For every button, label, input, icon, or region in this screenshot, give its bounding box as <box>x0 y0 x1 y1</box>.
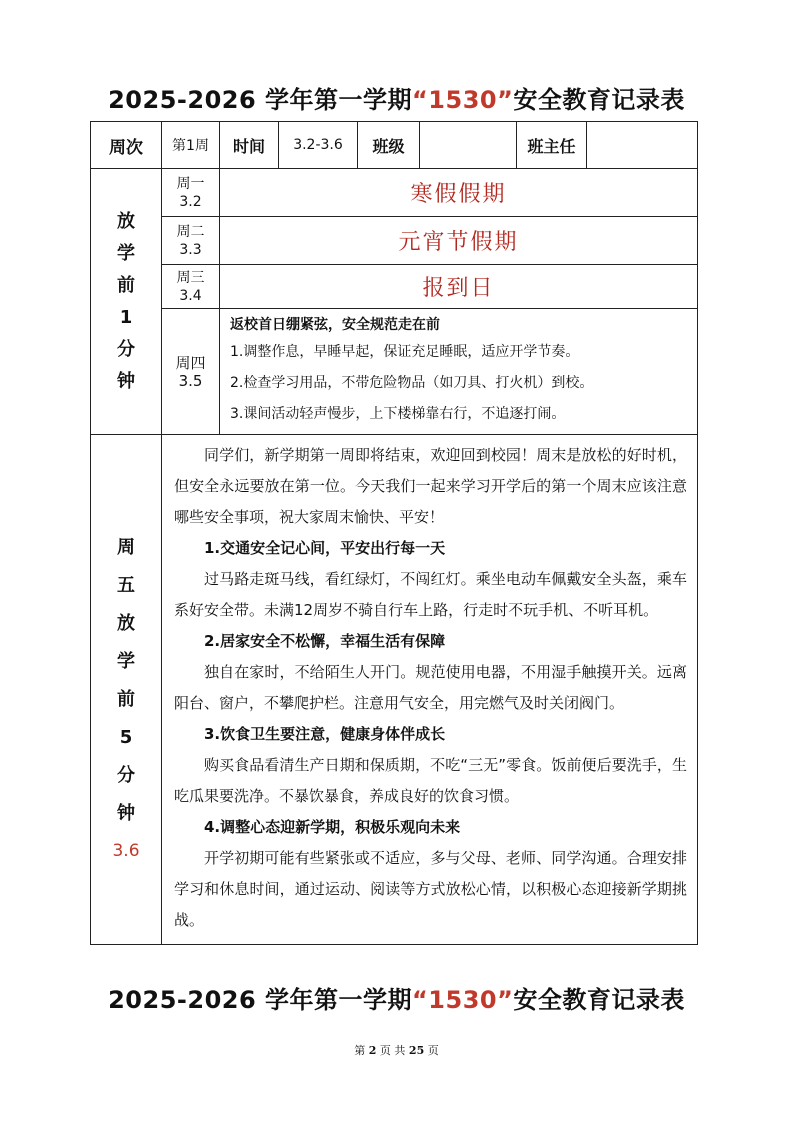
wednesday-row <box>91 265 698 309</box>
class-label: 班级 <box>358 122 420 169</box>
section-heading-3: 3.饮食卫生要注意，健康身体伴成长 <box>204 725 446 743</box>
total-pages: 25 <box>408 1044 425 1057</box>
section-heading-1: 1.交通安全记心间，平安出行每一天 <box>204 539 446 557</box>
title-quote: “1530” <box>412 86 514 114</box>
wednesday-content: 报到日 <box>220 265 698 309</box>
monday-day: 周一 3.2 <box>162 169 220 217</box>
safety-record-table <box>90 121 698 945</box>
time-value: 3.2-3.6 <box>279 122 358 169</box>
tuesday-row <box>91 217 698 265</box>
monday-content: 寒假假期 <box>220 169 698 217</box>
next-page-title: 2025-2026 学年第一学期“1530”安全教育记录表 <box>108 986 685 1014</box>
friday-content <box>162 435 698 945</box>
time-label: 时间 <box>220 122 279 169</box>
thursday-item-2: 2.检查学习用品，不带危险物品（如刀具、打火机）到校。 <box>230 375 594 391</box>
thursday-row <box>91 309 698 435</box>
section-text-3: 购买食品看清生产日期和保质期，不吃“三无”零食。饭前便后要洗手，生吃瓜果要洗净。不暴饮暴食，养成良好的饮食习惯。 <box>174 756 687 805</box>
teacher-value[interactable] <box>587 122 698 169</box>
title-tail: 安全教育记录表 <box>513 86 685 114</box>
thursday-item-3: 3.课间活动轻声慢步，上下楼梯靠右行，不追逐打闹。 <box>230 406 566 422</box>
section-heading-4: 4.调整心态迎新学期，积极乐观向未来 <box>204 818 461 836</box>
tuesday-day: 周二 3.3 <box>162 217 220 265</box>
title-year: 2025-2026 <box>108 86 257 114</box>
section-text-1: 过马路走斑马线，看红绿灯，不闯红灯。乘坐电动车佩戴安全头盔，乘车系好安全带。未满12周岁不骑自行车上路，行走时不玩手机、不听耳机。 <box>174 570 687 619</box>
friday-5min-label: 周 五 放 学 前 5 分 钟 3.6 <box>91 435 162 945</box>
section-heading-2: 2.居家安全不松懈，幸福生活有保障 <box>204 632 446 650</box>
week-value: 第1周 <box>162 122 220 169</box>
teacher-label: 班主任 <box>517 122 587 169</box>
monday-row <box>91 169 698 217</box>
section-text-4: 开学初期可能有些紧张或不适应，多与父母、老师、同学沟通。合理安排学习和休息时间，通过运动、阅读等方式放松心情，以积极心态迎接新学期挑战。 <box>174 849 687 929</box>
wednesday-day: 周三 3.4 <box>162 265 220 309</box>
page-title <box>0 80 793 115</box>
before-school-1min-label: 放 学 前 1 分 钟 <box>91 169 162 435</box>
page-footer: 第 2 页 共 25 页 <box>354 1044 439 1057</box>
title-mid: 学年第一学期 <box>256 86 413 114</box>
thursday-content <box>220 309 698 435</box>
page-number: 2 <box>368 1044 377 1057</box>
friday-intro: 同学们，新学期第一周即将结束，欢迎回到校园！周末是放松的好时机，但安全永远要放在第一位。今天我们一起来学习开学后的第一个周末应该注意哪些安全事项，祝大家周末愉快、平安！ <box>174 446 687 526</box>
section-text-2: 独自在家时，不给陌生人开门。规范使用电器，不用湿手触摸开关。远离阳台、窗户，不攀爬护栏。注意用气安全，用完燃气及时关闭阀门。 <box>174 663 687 712</box>
tuesday-content: 元宵节假期 <box>220 217 698 265</box>
thursday-title: 返校首日绷紧弦，安全规范走在前 <box>230 317 440 333</box>
class-value[interactable] <box>420 122 517 169</box>
week-label: 周次 <box>91 122 162 169</box>
friday-date: 3.6 <box>112 841 140 861</box>
thursday-day: 周四 3.5 <box>162 309 220 435</box>
header-row <box>91 122 698 169</box>
friday-row <box>91 435 698 945</box>
thursday-item-1: 1.调整作息，早睡早起，保证充足睡眠，适应开学节奏。 <box>230 344 580 360</box>
